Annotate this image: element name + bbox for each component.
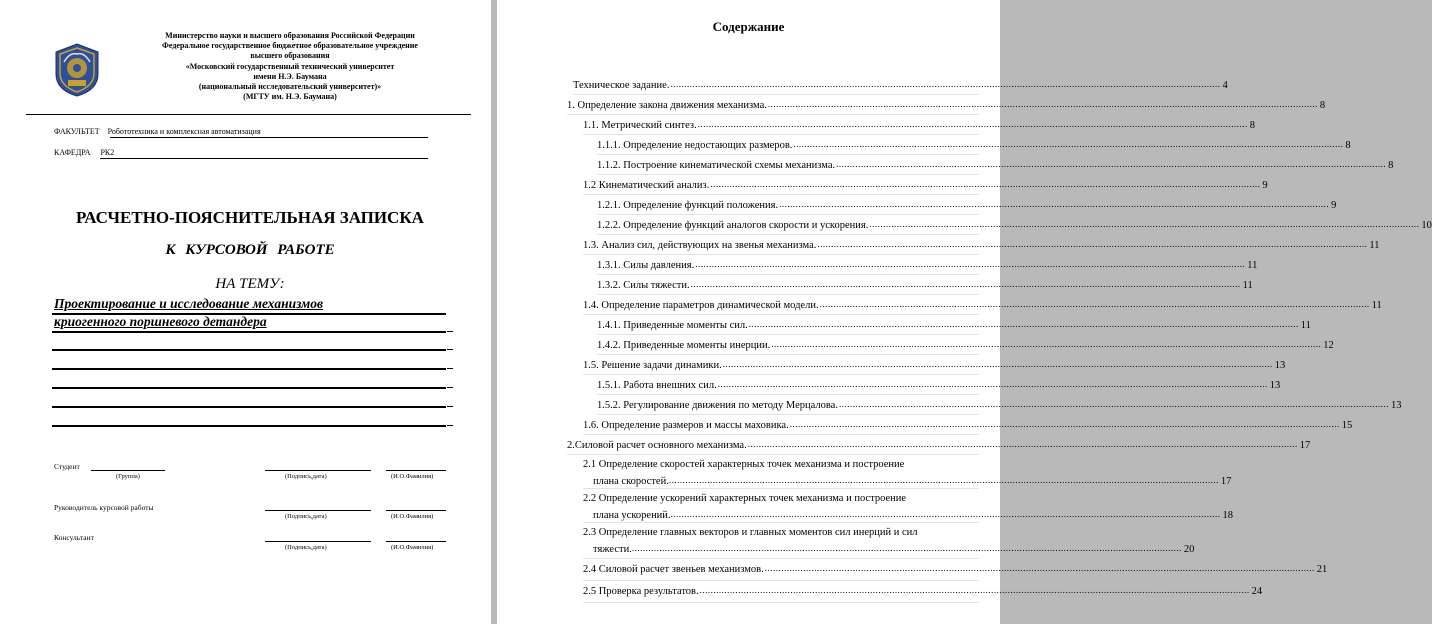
faculty-value: Робототехника и комплексная автоматизация xyxy=(107,127,261,136)
toc-dot-leader: ........................................................................................................................................................................................................ xyxy=(670,79,1221,89)
department-label: КАФЕДРА xyxy=(54,148,91,157)
university-crest-icon xyxy=(52,42,102,98)
toc-entry[interactable] xyxy=(597,398,1402,412)
toc-row-divider xyxy=(573,94,979,95)
toc-dot-leader: ........................................................................................................................................................................................................ xyxy=(767,99,1318,109)
toc-dot-leader: ........................................................................................................................................................................................................ xyxy=(764,563,1315,573)
toc-row-divider xyxy=(583,314,979,315)
toc-page-number: 8 xyxy=(1345,140,1351,151)
toc-page-number: 15 xyxy=(1341,420,1353,431)
toc-page-number: 13 xyxy=(1269,380,1281,391)
toc-page-number: 11 xyxy=(1242,280,1253,291)
toc-entry[interactable] xyxy=(597,158,1394,172)
topic-line-2: криогенного поршневого детандера xyxy=(54,314,267,329)
toc-entry-text: Техническое задание. xyxy=(573,80,670,91)
toc-entry-text: 1.4.1. Приведенные моменты сил. xyxy=(597,320,748,331)
toc-entry[interactable] xyxy=(573,78,1228,92)
toc-row-divider xyxy=(583,522,979,523)
toc-page-number: 13 xyxy=(1274,360,1286,371)
blank-line-7 xyxy=(52,425,446,427)
toc-entry-text: 2.4 Силовой расчет звеньев механизмов. xyxy=(583,564,764,575)
toc-entry[interactable] xyxy=(597,258,1258,272)
toc-dot-leader: ........................................................................................................................................................................................................ xyxy=(668,475,1219,485)
toc-page-number: 20 xyxy=(1183,544,1195,555)
toc-entry-text: 1.1.2. Построение кинематической схемы механизма. xyxy=(597,160,836,171)
blank-line-tail-7 xyxy=(447,425,453,426)
toc-page-number: 8 xyxy=(1319,100,1326,111)
toc-row-divider xyxy=(583,488,979,489)
toc-entry[interactable] xyxy=(597,198,1337,212)
toc-entry[interactable] xyxy=(597,338,1334,352)
supervisor-signature-line xyxy=(265,510,371,511)
toc-row-divider xyxy=(583,580,979,581)
consultant-signature-caption: (Подпись,дата) xyxy=(285,544,327,551)
blank-line-3 xyxy=(52,349,446,351)
consultant-label: Консультант xyxy=(54,533,94,542)
toc-row-divider xyxy=(583,374,979,375)
toc-dot-leader: ........................................................................................................................................................................................................ xyxy=(771,339,1322,349)
toc-dot-leader: ........................................................................................................................................................................................................ xyxy=(717,379,1268,389)
toc-dot-leader: ........................................................................................................................................................................................................ xyxy=(793,139,1344,149)
toc-page-number: 8 xyxy=(1249,120,1255,131)
toc-page-number: 18 xyxy=(1222,510,1234,521)
toc-dot-leader: ........................................................................................................................................................................................................ xyxy=(747,439,1298,449)
blank-line-tail-6 xyxy=(447,406,453,407)
blank-line-5 xyxy=(52,387,446,389)
toc-entry[interactable] xyxy=(583,178,1268,192)
toc-dot-leader: ........................................................................................................................................................................................................ xyxy=(869,219,1420,229)
toc-page-number: 8 xyxy=(1388,160,1394,171)
toc-dot-leader: ........................................................................................................................................................................................................ xyxy=(670,509,1221,519)
toc-entry[interactable] xyxy=(583,458,979,471)
toc-page-number: 17 xyxy=(1299,440,1311,451)
header-line-institution-type: Федеральное государственное бюджетное образовательное учреждение xyxy=(162,41,418,51)
toc-page-number: 11 xyxy=(1371,300,1382,311)
header-line-abbreviation: (МГТУ им. Н.Э. Баумана) xyxy=(243,92,337,102)
toc-entry-text: 1.2 Кинематический анализ. xyxy=(583,180,710,191)
blank-line-tail-5 xyxy=(447,387,453,388)
toc-page-number: 24 xyxy=(1251,586,1263,597)
toc-page-number: 11 xyxy=(1369,240,1380,251)
blank-line-4 xyxy=(52,368,446,370)
contents-page xyxy=(497,0,1432,624)
toc-row-divider xyxy=(597,354,979,355)
toc-page-number: 11 xyxy=(1247,260,1258,271)
toc-entry[interactable] xyxy=(583,298,1382,312)
toc-entry[interactable] xyxy=(597,378,1281,392)
blank-line-tail-3 xyxy=(447,349,453,350)
toc-page-number: 13 xyxy=(1390,400,1402,411)
toc-dot-leader: ........................................................................................................................................................................................................ xyxy=(838,399,1389,409)
toc-entry[interactable] xyxy=(583,526,979,539)
toc-entry-text: 1.4. Определение параметров динамической модели. xyxy=(583,300,819,311)
title-page xyxy=(0,0,491,624)
toc-entry-text: 1.5.2. Регулирование движения по методу Мерцалова. xyxy=(597,400,838,411)
toc-page-number: 21 xyxy=(1316,564,1328,575)
toc-entry-continuation-text: тяжести. xyxy=(593,544,632,555)
toc-entry-text: 1.4.2. Приведенные моменты инерции. xyxy=(597,340,771,351)
toc-entry-text: 2.2 Определение ускорений характерных точек механизма и построение xyxy=(583,493,907,504)
toc-page-number: 10 xyxy=(1421,220,1432,231)
toc-row-divider xyxy=(583,602,979,603)
document-title: РАСЧЕТНО-ПОЯСНИТЕЛЬНАЯ ЗАПИСКА xyxy=(76,208,424,227)
consultant-signature-line xyxy=(265,541,371,542)
toc-entry-text: 1.3.1. Силы давления. xyxy=(597,260,695,271)
toc-dot-leader: ........................................................................................................................................................................................................ xyxy=(631,543,1182,553)
toc-entry-text: 1.3.2. Силы тяжести. xyxy=(597,280,690,291)
header-line-education-level: высшего образования xyxy=(250,51,330,61)
topic-heading: НА ТЕМУ: xyxy=(215,276,285,292)
toc-entry-text: 1.5. Решение задачи динамики. xyxy=(583,360,722,371)
toc-entry-text: 1.2.2. Определение функций аналогов скорости и ускорения. xyxy=(597,220,869,231)
blank-line-tail-4 xyxy=(447,368,453,369)
toc-row-divider xyxy=(597,174,979,175)
toc-entry-text: 1.1.1. Определение недостающих размеров. xyxy=(597,140,793,151)
toc-entry[interactable] xyxy=(583,118,1255,132)
toc-entry-text: 2.3 Определение главных векторов и главных моментов сил инерций и сил xyxy=(583,527,918,538)
toc-entry-continuation-text: плана скоростей. xyxy=(593,476,669,487)
toc-page-number: 11 xyxy=(1300,320,1311,331)
toc-entry-text: 2.5 Проверка результатов. xyxy=(583,586,699,597)
supervisor-name-line xyxy=(386,510,446,511)
toc-entry[interactable] xyxy=(583,238,1380,252)
toc-entry-continuation[interactable] xyxy=(593,542,1195,556)
toc-row-divider xyxy=(597,294,979,295)
toc-dot-leader: ........................................................................................................................................................................................................ xyxy=(722,359,1273,369)
toc-page-number: 9 xyxy=(1331,200,1337,211)
student-label: Студент xyxy=(54,462,80,471)
toc-dot-leader: ........................................................................................................................................................................................................ xyxy=(748,319,1299,329)
toc-entry-text: 2.1 Определение скоростей характерных точек механизма и построение xyxy=(583,459,905,470)
toc-entry-text: 1.6. Определение размеров и массы маховика. xyxy=(583,420,789,431)
toc-title: Содержание xyxy=(712,19,785,34)
toc-dot-leader: ........................................................................................................................................................................................................ xyxy=(695,259,1246,269)
toc-dot-leader: ........................................................................................................................................................................................................ xyxy=(690,279,1241,289)
group-caption: (Группа) xyxy=(116,473,140,480)
toc-page-number: 12 xyxy=(1323,340,1334,351)
faculty-row xyxy=(54,127,261,136)
header-line-named-after: имени Н.Э. Баумана xyxy=(253,71,327,81)
toc-entry-text: 1.1. Метрический синтез. xyxy=(583,120,697,131)
toc-row-divider xyxy=(583,434,979,435)
toc-dot-leader: ........................................................................................................................................................................................................ xyxy=(836,159,1387,169)
toc-entry-text: 1. Определение закона движения механизма. xyxy=(567,100,767,111)
toc-entry[interactable] xyxy=(567,98,1326,112)
document-subtitle: К КУРСОВОЙ РАБОТЕ xyxy=(165,242,335,258)
toc-row-divider xyxy=(597,154,979,155)
toc-row-divider xyxy=(583,254,979,255)
toc-row-divider xyxy=(597,334,979,335)
toc-dot-leader: ........................................................................................................................................................................................................ xyxy=(817,239,1368,249)
toc-entry-text: 1.5.1. Работа внешних сил. xyxy=(597,380,717,391)
toc-entry-text: 1.3. Анализ сил, действующих на звенья механизма. xyxy=(583,240,817,251)
toc-row-divider xyxy=(597,274,979,275)
toc-entry[interactable] xyxy=(597,218,1432,232)
student-name-line xyxy=(386,470,446,471)
student-signature-caption: (Подпись,дата) xyxy=(285,473,327,480)
department-row xyxy=(54,148,114,157)
toc-dot-leader: ........................................................................................................................................................................................................ xyxy=(789,419,1340,429)
department-value: РК2 xyxy=(100,148,115,157)
toc-page-number: 17 xyxy=(1220,476,1232,487)
supervisor-signature-caption: (Подпись,дата) xyxy=(285,513,327,520)
blank-line-6 xyxy=(52,406,446,408)
topic-underline-tail-2 xyxy=(447,331,453,332)
toc-row-divider xyxy=(597,394,979,395)
consultant-name-caption: (И.О.Фамилия) xyxy=(391,544,434,551)
toc-entry[interactable] xyxy=(567,438,1311,452)
toc-entry[interactable] xyxy=(597,318,1311,332)
supervisor-name-caption: (И.О.Фамилия) xyxy=(391,513,434,520)
toc-entry-continuation[interactable] xyxy=(593,474,1232,488)
header-line-ministry: Министерство науки и высшего образования Российской Федерации xyxy=(165,31,415,40)
toc-entry-continuation-text: плана ускорений. xyxy=(593,510,671,521)
toc-entry[interactable] xyxy=(583,358,1286,372)
toc-entry-text: 2.Силовой расчет основного механизма. xyxy=(567,440,747,451)
student-group-line xyxy=(91,470,165,471)
header-line-university-name: «Московский государственный технический университет xyxy=(185,61,395,71)
toc-entry[interactable] xyxy=(597,138,1351,152)
header-divider xyxy=(26,114,471,115)
faculty-underline xyxy=(110,137,428,138)
toc-row-divider xyxy=(567,114,979,115)
topic-underline-2 xyxy=(52,331,446,333)
toc-row-divider xyxy=(597,234,979,235)
faculty-label: ФАКУЛЬТЕТ xyxy=(54,127,100,136)
toc-entry-continuation[interactable] xyxy=(593,508,1234,522)
toc-row-divider xyxy=(583,194,979,195)
toc-row-divider xyxy=(583,134,979,135)
toc-dot-leader: ........................................................................................................................................................................................................ xyxy=(697,119,1248,129)
header-line-research-status: (национальный исследовательский университет)» xyxy=(198,82,382,92)
toc-dot-leader: ........................................................................................................................................................................................................ xyxy=(710,179,1261,189)
topic-underline-1 xyxy=(52,313,446,315)
consultant-name-line xyxy=(386,541,446,542)
toc-page-number: 4 xyxy=(1222,80,1228,91)
toc-entry-text: 1.2.1. Определение функций положения. xyxy=(597,200,779,211)
toc-entry[interactable] xyxy=(583,418,1353,432)
toc-dot-leader: ........................................................................................................................................................................................................ xyxy=(779,199,1330,209)
toc-entry[interactable] xyxy=(583,562,1328,576)
student-signature-line xyxy=(265,470,371,471)
toc-row-divider xyxy=(597,414,979,415)
toc-entry[interactable] xyxy=(597,278,1253,292)
toc-row-divider xyxy=(583,558,979,559)
topic-line-1: Проектирование и исследование механизмов xyxy=(54,296,324,311)
toc-row-divider xyxy=(567,454,979,455)
student-name-caption: (И.О.Фамилия) xyxy=(391,473,434,480)
toc-dot-leader: ........................................................................................................................................................................................................ xyxy=(819,299,1370,309)
toc-dot-leader: ........................................................................................................................................................................................................ xyxy=(699,585,1250,595)
toc-entry[interactable] xyxy=(583,492,979,505)
toc-page-number: 9 xyxy=(1262,180,1268,191)
toc-row-divider xyxy=(597,214,979,215)
university-header xyxy=(110,31,470,102)
department-underline xyxy=(100,158,428,159)
toc-entry[interactable] xyxy=(583,584,1263,598)
supervisor-label: Руководитель курсовой работы xyxy=(54,503,154,512)
